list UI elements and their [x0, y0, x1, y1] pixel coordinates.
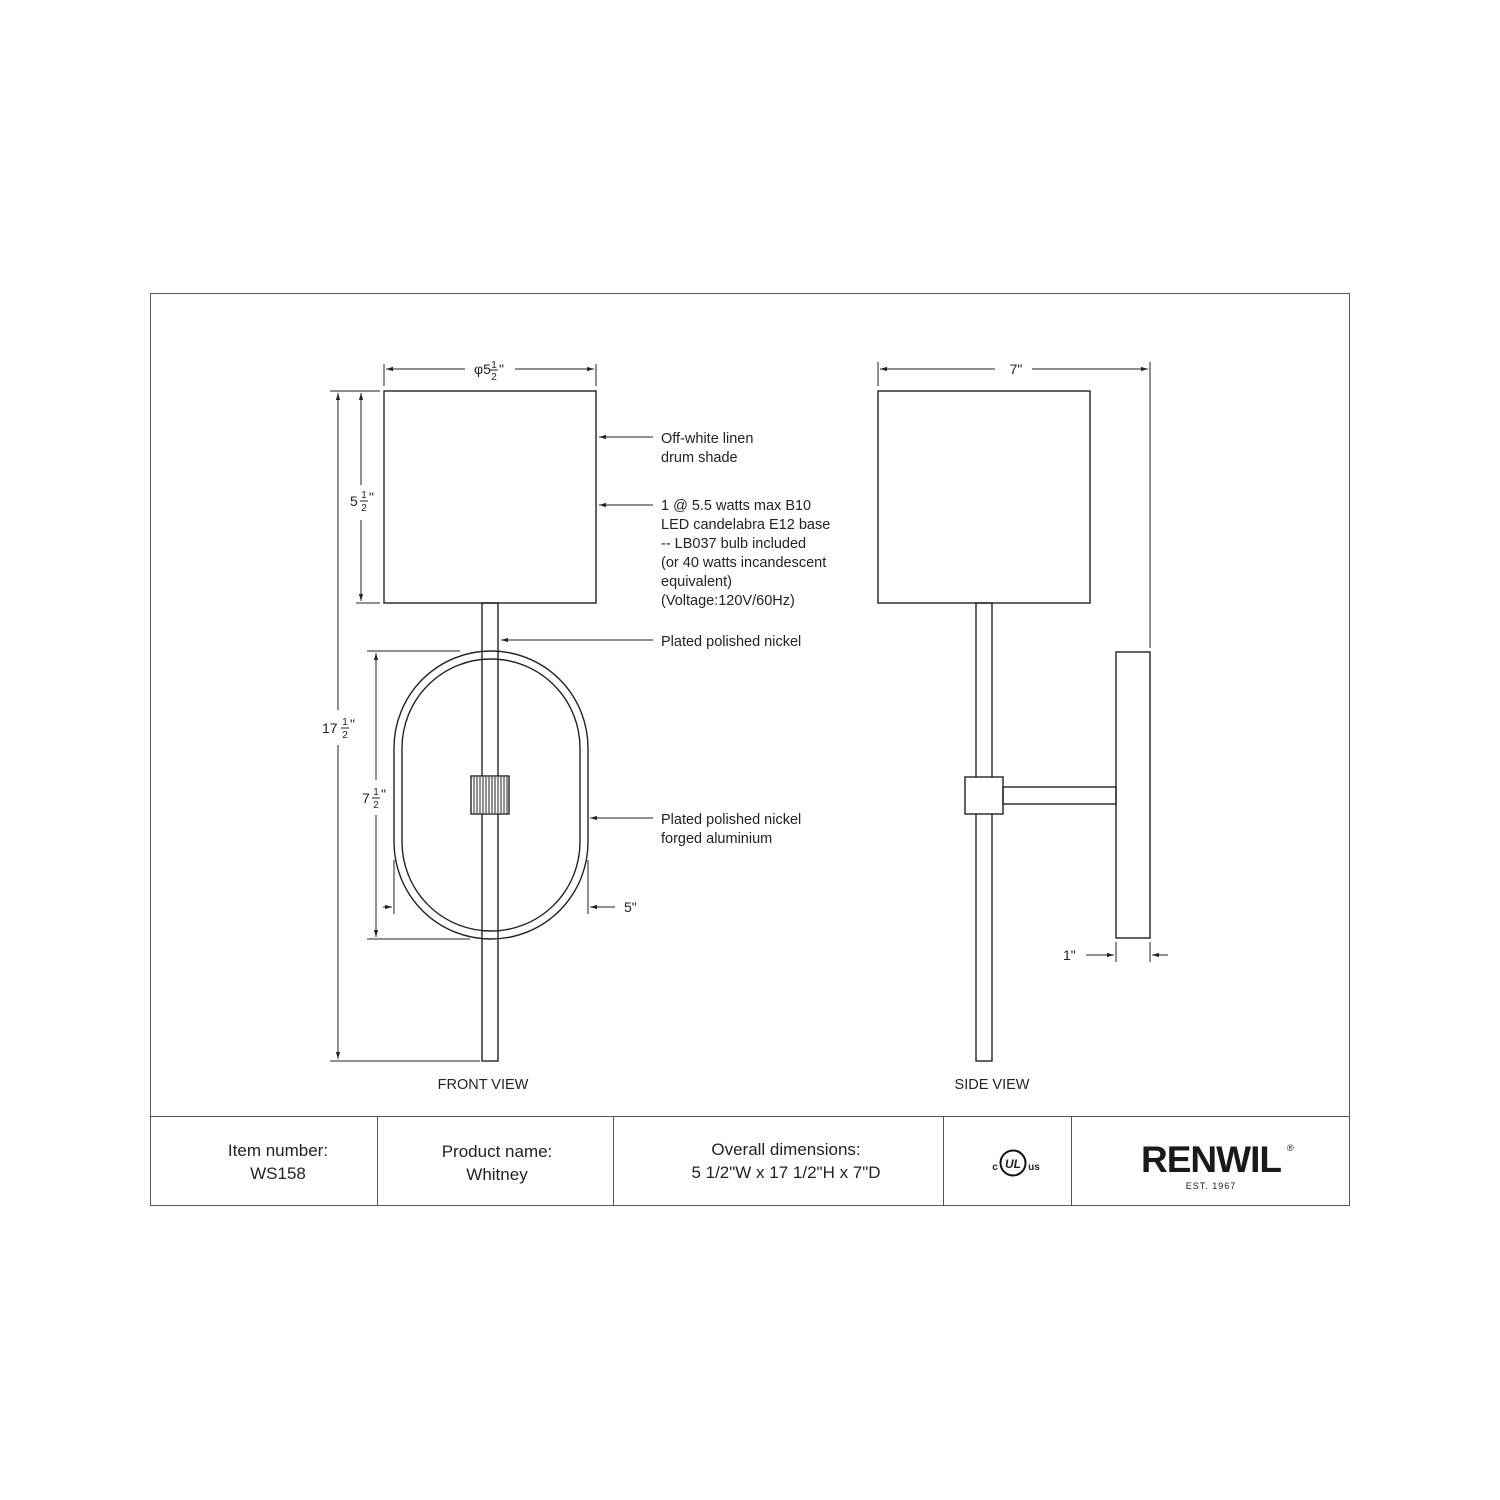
dim-shade-diameter-num: 1 — [491, 360, 497, 371]
cul-us-certification-icon — [992, 1151, 1040, 1176]
note-bulb-line6: (Voltage:120V/60Hz) — [661, 593, 795, 609]
dim-backplate-depth — [1063, 942, 1168, 963]
note-bulb-line4: (or 40 watts incandescent — [661, 555, 827, 571]
dim-ring-height-unit: " — [381, 786, 386, 802]
note-shade-line2: drum shade — [661, 450, 738, 466]
side-arm — [1003, 787, 1116, 804]
dim-shade-height-whole: 5 — [350, 493, 358, 509]
note-ring-line1: Plated polished nickel — [661, 812, 802, 828]
note-ring-line2: forged aluminium — [661, 831, 773, 847]
dim-overall-height-whole: 17 — [322, 720, 338, 736]
dim-backplate-depth-label: 1" — [1063, 947, 1076, 963]
side-coupler — [965, 777, 1003, 814]
dim-ring-width — [383, 860, 637, 915]
dim-shade-height-unit: " — [369, 489, 374, 505]
front-view-label: FRONT VIEW — [437, 1077, 529, 1093]
side-backplate — [1116, 652, 1150, 938]
side-stem — [976, 603, 992, 1061]
side-shade — [878, 391, 1090, 603]
note-bulb-line5: equivalent) — [661, 574, 732, 590]
renwil-logo — [1141, 1139, 1294, 1191]
product-name-value: Whitney — [466, 1165, 528, 1184]
dim-shade-diameter-whole: φ5 — [474, 361, 491, 377]
overall-dimensions-label: Overall dimensions: — [711, 1140, 861, 1159]
side-view — [878, 361, 1168, 1093]
cert-ul-text: UL — [1005, 1157, 1021, 1171]
item-number-label: Item number: — [227, 1141, 329, 1160]
dim-shade-diameter-unit: " — [499, 361, 504, 377]
brand-established: EST. 1967 — [1185, 1181, 1237, 1191]
dim-ring-height-den: 2 — [373, 800, 379, 811]
overall-dimensions-value: 5 1/2"W x 17 1/2"H x 7"D — [691, 1163, 881, 1182]
dim-overall-height-num: 1 — [342, 717, 348, 728]
front-stem — [482, 603, 498, 1061]
brand-registered-mark: ® — [1287, 1143, 1294, 1153]
svg-text:φ5 — [474, 361, 491, 377]
note-bulb-line2: LED candelabra E12 base — [661, 517, 831, 533]
cert-c-text: c — [992, 1162, 998, 1173]
title-block — [150, 1116, 1350, 1206]
product-name-label: Product name: — [441, 1142, 553, 1161]
note-bulb-line1: 1 @ 5.5 watts max B10 — [661, 498, 812, 514]
dim-side-depth-label: 7" — [1009, 361, 1023, 377]
item-number-value: WS158 — [250, 1164, 306, 1183]
front-knurled-coupler — [471, 776, 509, 814]
dim-ring-width-label: 5" — [624, 899, 637, 915]
dim-ring-height-num: 1 — [373, 787, 379, 798]
dim-overall-height-unit: " — [350, 716, 355, 732]
dim-ring-height — [362, 651, 470, 939]
note-stem-finish: Plated polished nickel — [661, 634, 802, 650]
brand-name: RENWIL — [1141, 1139, 1281, 1180]
dim-overall-height — [322, 393, 480, 1061]
dim-ring-height-whole: 7 — [362, 790, 370, 806]
side-view-label: SIDE VIEW — [954, 1077, 1030, 1093]
dim-shade-height-num: 1 — [361, 490, 367, 501]
front-shade — [384, 391, 596, 603]
note-bulb-line3: -- LB037 bulb included — [661, 536, 807, 552]
dim-overall-height-den: 2 — [342, 730, 348, 741]
dim-shade-diameter-den: 2 — [491, 372, 497, 383]
front-view — [322, 360, 830, 1093]
cert-us-text: us — [1028, 1162, 1040, 1173]
note-shade-line1: Off-white linen — [661, 431, 754, 447]
dim-shade-diameter — [384, 360, 596, 386]
dim-shade-height-den: 2 — [361, 503, 367, 514]
dim-side-depth — [878, 361, 1150, 648]
